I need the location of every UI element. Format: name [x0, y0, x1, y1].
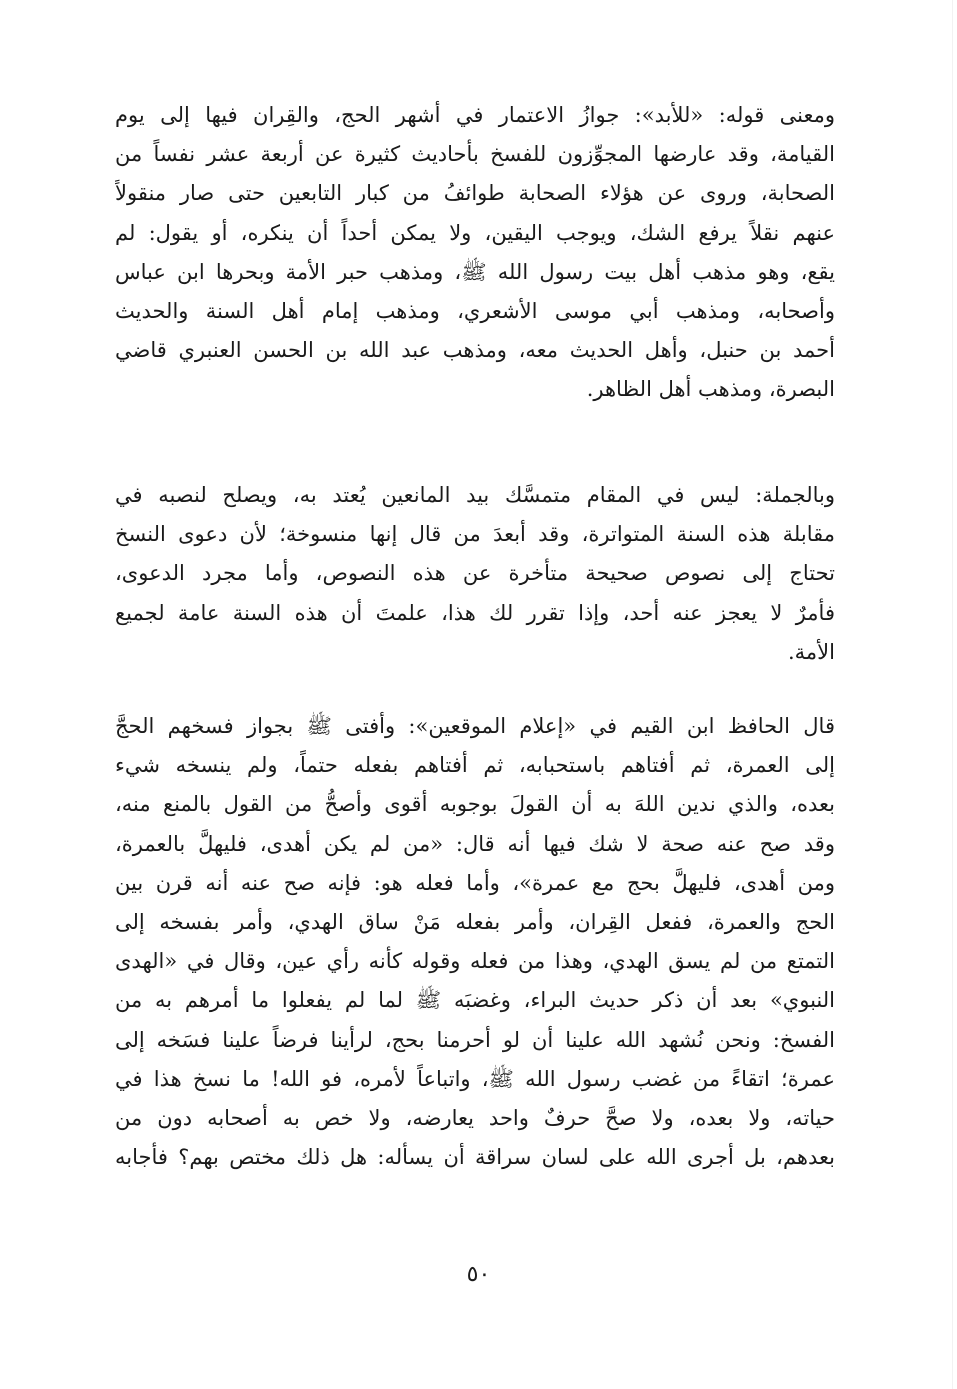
paragraph-3-line-2: إلى العمرة، ثم أفتاهم باستحبابه، ثم أفتاهم بفعله حتماً، ولم ينسخه شيء [115, 753, 835, 778]
page-edge-divider [952, 0, 953, 1389]
paragraph-1-line-3: الصحابة، وروى عن هؤلاء الصحابة طوائفُ من كبار التابعين حتى صار منقولاً [115, 181, 835, 206]
paragraph-2 [115, 476, 835, 672]
paragraph-3-line-12: بعدهم، بل أجرى الله على لسان سراقة أن يسأله: هل ذلك مختص بهم؟ فأجابه [115, 1145, 835, 1170]
paragraph-2-line-5: الأمة. [788, 639, 835, 664]
paragraph-1-line-5: يقع، وهو مذهب أهل بيت رسول الله ﷺ، ومذهب حبر الأمة وبحرها ابن عباس [115, 259, 835, 284]
paragraph-3-line-8: النبوي» بعد أن ذكر حديث البراء، وغضبَه ﷺ لما لم يفعلوا ما أمرهم به من [115, 988, 835, 1013]
paragraph-2-line-4: فأمرٌ لا يعجز عنه أحد، وإذا تقرر لك هذا، علمتَ أن هذه السنة عامة لجميع [115, 600, 835, 625]
paragraph-1-line-4: عنهم نقلاً يرفع الشك، ويوجب اليقين، ولا يمكن أحداً أن ينكره، أو يقول: لم [115, 220, 835, 245]
paragraph-3-line-10: عمرة؛ اتقاءً من غضب رسول الله ﷺ، واتباعاً لأمره، فو الله! ما نسخ هذا في [115, 1066, 835, 1091]
paragraph-3-line-11: حياته، ولا بعده، ولا صحَّ حرفٌ واحد يعارضه، ولا خص به أصحابه دون من [115, 1105, 835, 1130]
paragraph-3-line-4: وقد صح عنه صحة لا شك فيها أنه قال: «من لم يكن أهدى، فليهلَّ بالعمرة، [115, 831, 835, 856]
paragraph-2-line-1: وبالجملة: ليس في المقام متمسَّك بيد المانعين يُعتد به، ويصلح لنصبه في [115, 483, 835, 507]
paragraph-3 [115, 707, 835, 1177]
paragraph-1 [115, 96, 835, 410]
paragraph-1-line-7: أحمد بن حنبل، وأهل الحديث معه، ومذهب عبد الله بن الحسن العنبري قاضي [115, 338, 835, 363]
paragraph-1-line-1: ومعنى قوله: «للأبد»: جوازُ الاعتمار في أشهر الحج، والقِران فيها إلى يوم [115, 103, 835, 127]
paragraph-3-line-5: ومن أهدى، فليهلَّ بحج مع عمرة»، وأما فعله هو: فإنه صح عنه أنه قرن بين [115, 870, 835, 895]
paragraph-3-line-9: الفسخ: ونحن نُشهد الله علينا أن لو أحرمنا بحج، لرأينا فرضاً علينا فسَخه إلى [115, 1027, 835, 1052]
paragraph-3-line-7: التمتع من لم يسق الهدي، وهذا من فعله وقوله كأنه رأي عين، وقال في «الهدى [115, 949, 835, 974]
paragraph-2-line-3: تحتاج إلى نصوص صحيحة متأخرة عن هذه النصوص، وأما مجرد الدعوى، [115, 561, 835, 586]
paragraph-3-line-6: الحج والعمرة، ففعل القِران، وأمر بفعله مَنْ ساق الهدي، وأمر بفسخه إلى [115, 909, 835, 934]
paragraph-1-line-2: القيامة، وقد عارضها المجوِّزون للفسخ بأحاديث كثيرة عن أربعة عشر نفساً من [115, 142, 835, 167]
paragraph-1-line-6: وأصحابه، ومذهب أبي موسى الأشعري، ومذهب إمام أهل السنة والحديث [115, 298, 835, 323]
paragraph-1-line-8: البصرة، ومذهب أهل الظاهر. [586, 377, 835, 402]
paragraph-2-line-2: مقابلة هذه السنة المتواترة، وقد أبعدَ من قال إنها منسوخة؛ لأن دعوى النسخ [115, 522, 835, 547]
page-number: ٥٠ [466, 1262, 491, 1287]
paragraph-3-line-1: قال الحافظ ابن القيم في «إعلام الموقعين»: وأفتى ﷺ بجواز فسخهم الحجَّ [115, 714, 835, 738]
paragraph-3-line-3: بعده، والذي ندين اللهَ به أن القولَ بوجوبه أقوى وأصحُّ من القول بالمنع منه، [115, 792, 835, 817]
